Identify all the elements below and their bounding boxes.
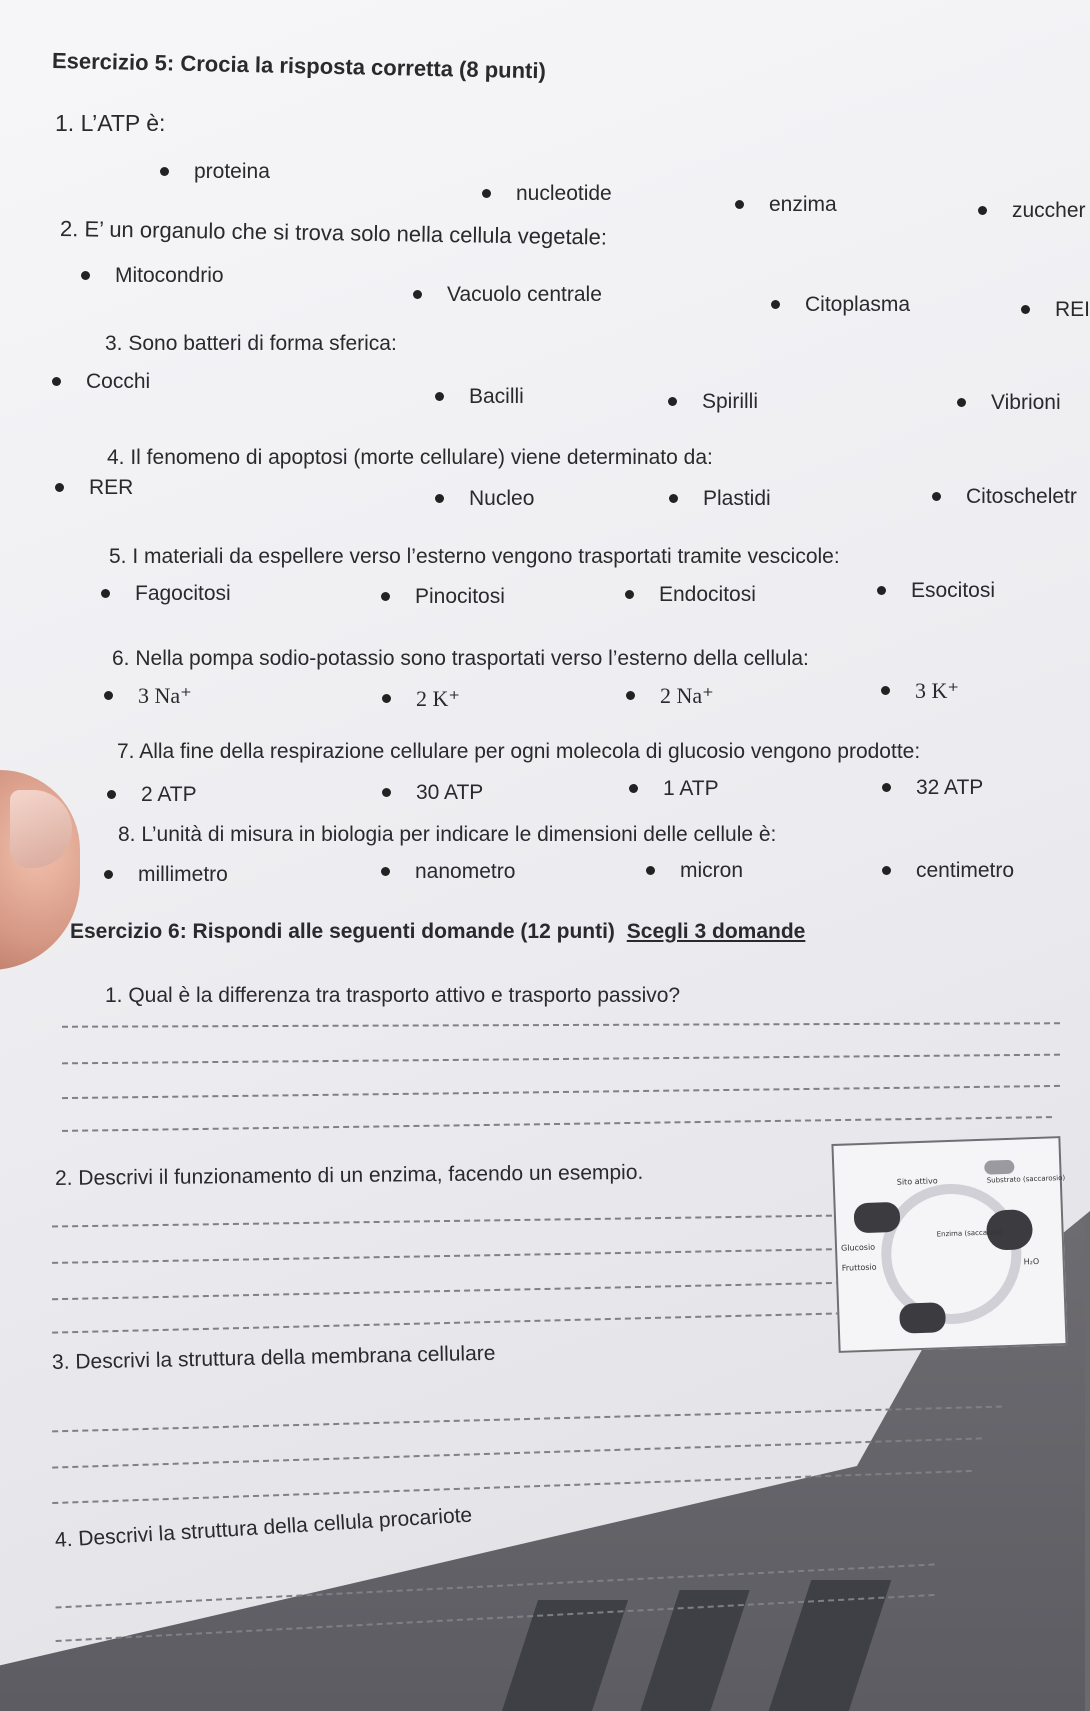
q7-option-3[interactable]: 1 ATP [663,777,719,800]
q5-option-2[interactable]: Pinocitosi [415,585,505,608]
question-8: 8. L’unità di misura in biologia per indicare le dimensioni delle cellule è: [118,823,777,846]
open-question-4: 4. Descrivi la struttura della cellula procariote [54,1503,473,1552]
q8-option-1[interactable]: millimetro [138,863,228,886]
question-7: 7. Alla fine della respirazione cellulare per ogni molecola di glucosio vengono prodotte: [117,740,921,763]
question-3: 3. Sono batteri di forma sferica: [105,332,397,355]
enzyme-shape [899,1302,946,1334]
q5-option-1[interactable]: Fagocitosi [135,582,231,605]
q8-option-4[interactable]: centimetro [916,859,1015,882]
q3-option-4[interactable]: Vibrioni [991,391,1061,414]
q4-option-3[interactable]: Plastidi [703,487,771,510]
fructose-label: Fruttosio [841,1262,877,1273]
q6-option-3[interactable]: 2 Na⁺ [660,683,714,708]
q6-option-1[interactable]: 3 Na⁺ [138,683,192,708]
q3-option-2[interactable]: Bacilli [469,385,524,408]
question-5: 5. I materiali da espellere verso l’esterno vengono trasportati tramite vescicole: [109,545,840,568]
water-label: H₂O [1023,1256,1040,1267]
enzyme-shape [854,1202,901,1234]
open-question-3: 3. Descrivi la struttura della membrana cellulare [51,1341,496,1374]
choose-3-instruction: Scegli 3 domande [626,920,806,943]
q4-option-2[interactable]: Nucleo [469,487,535,510]
q7-option-2[interactable]: 30 ATP [416,781,484,804]
question-1: 1. L’ATP è: [55,110,166,136]
open-question-1: 1. Qual è la differenza tra trasporto attivo e trasporto passivo? [105,984,681,1007]
q5-option-3[interactable]: Endocitosi [659,583,756,606]
question-6: 6. Nella pompa sodio-potassio sono trasportati verso l’esterno della cellula: [112,647,809,670]
question-2: 2. E’ un organulo che si trova solo nella cellula vegetale: [59,216,608,250]
question-4: 4. Il fenomeno di apoptosi (morte cellulare) viene determinato da: [107,446,713,469]
active-site-label: Sito attivo [896,1176,938,1187]
q7-option-1[interactable]: 2 ATP [141,783,197,806]
q1-option-2[interactable]: nucleotide [516,182,612,205]
q1-option-1[interactable]: proteina [194,160,270,183]
exercise-6-title [70,921,805,942]
exercise-6-heading: Esercizio 6: Rispondi alle seguenti domande (12 punti) [70,920,615,943]
q2-option-2[interactable]: Vacuolo centrale [447,283,602,306]
substrate-shape [984,1160,1014,1175]
q5-option-4[interactable]: Esocitosi [911,579,996,602]
q2-option-4[interactable]: REI [1055,298,1090,321]
q8-option-3[interactable]: micron [680,859,744,882]
q1-option-4[interactable]: zuccher [1012,199,1086,222]
q6-option-4[interactable]: 3 K⁺ [915,678,959,703]
q1-option-3[interactable]: enzima [769,193,837,216]
q3-option-1[interactable]: Cocchi [86,370,151,393]
q3-option-3[interactable]: Spirilli [702,390,759,413]
enzyme-diagram [831,1136,1067,1353]
q4-option-4[interactable]: Citoscheletr [966,485,1077,508]
q4-option-1[interactable]: RER [89,476,134,499]
exercise-5-title: Esercizio 5: Crocia la risposta corretta (8 punti) [51,48,547,84]
q8-option-2[interactable]: nanometro [415,860,516,883]
substrate-label: Substrato (saccarosio) [986,1173,1066,1185]
q7-option-4[interactable]: 32 ATP [916,776,984,799]
enzyme-label: Enzima (saccarasi) [936,1228,1003,1239]
reaction-cycle [879,1182,1024,1327]
q2-option-3[interactable]: Citoplasma [805,293,911,316]
open-question-2: 2. Descrivi il funzionamento di un enzima, facendo un esempio. [54,1160,644,1190]
q6-option-2[interactable]: 2 K⁺ [416,686,460,711]
q2-option-1[interactable]: Mitocondrio [115,264,224,287]
glucose-label: Glucosio [840,1242,876,1253]
